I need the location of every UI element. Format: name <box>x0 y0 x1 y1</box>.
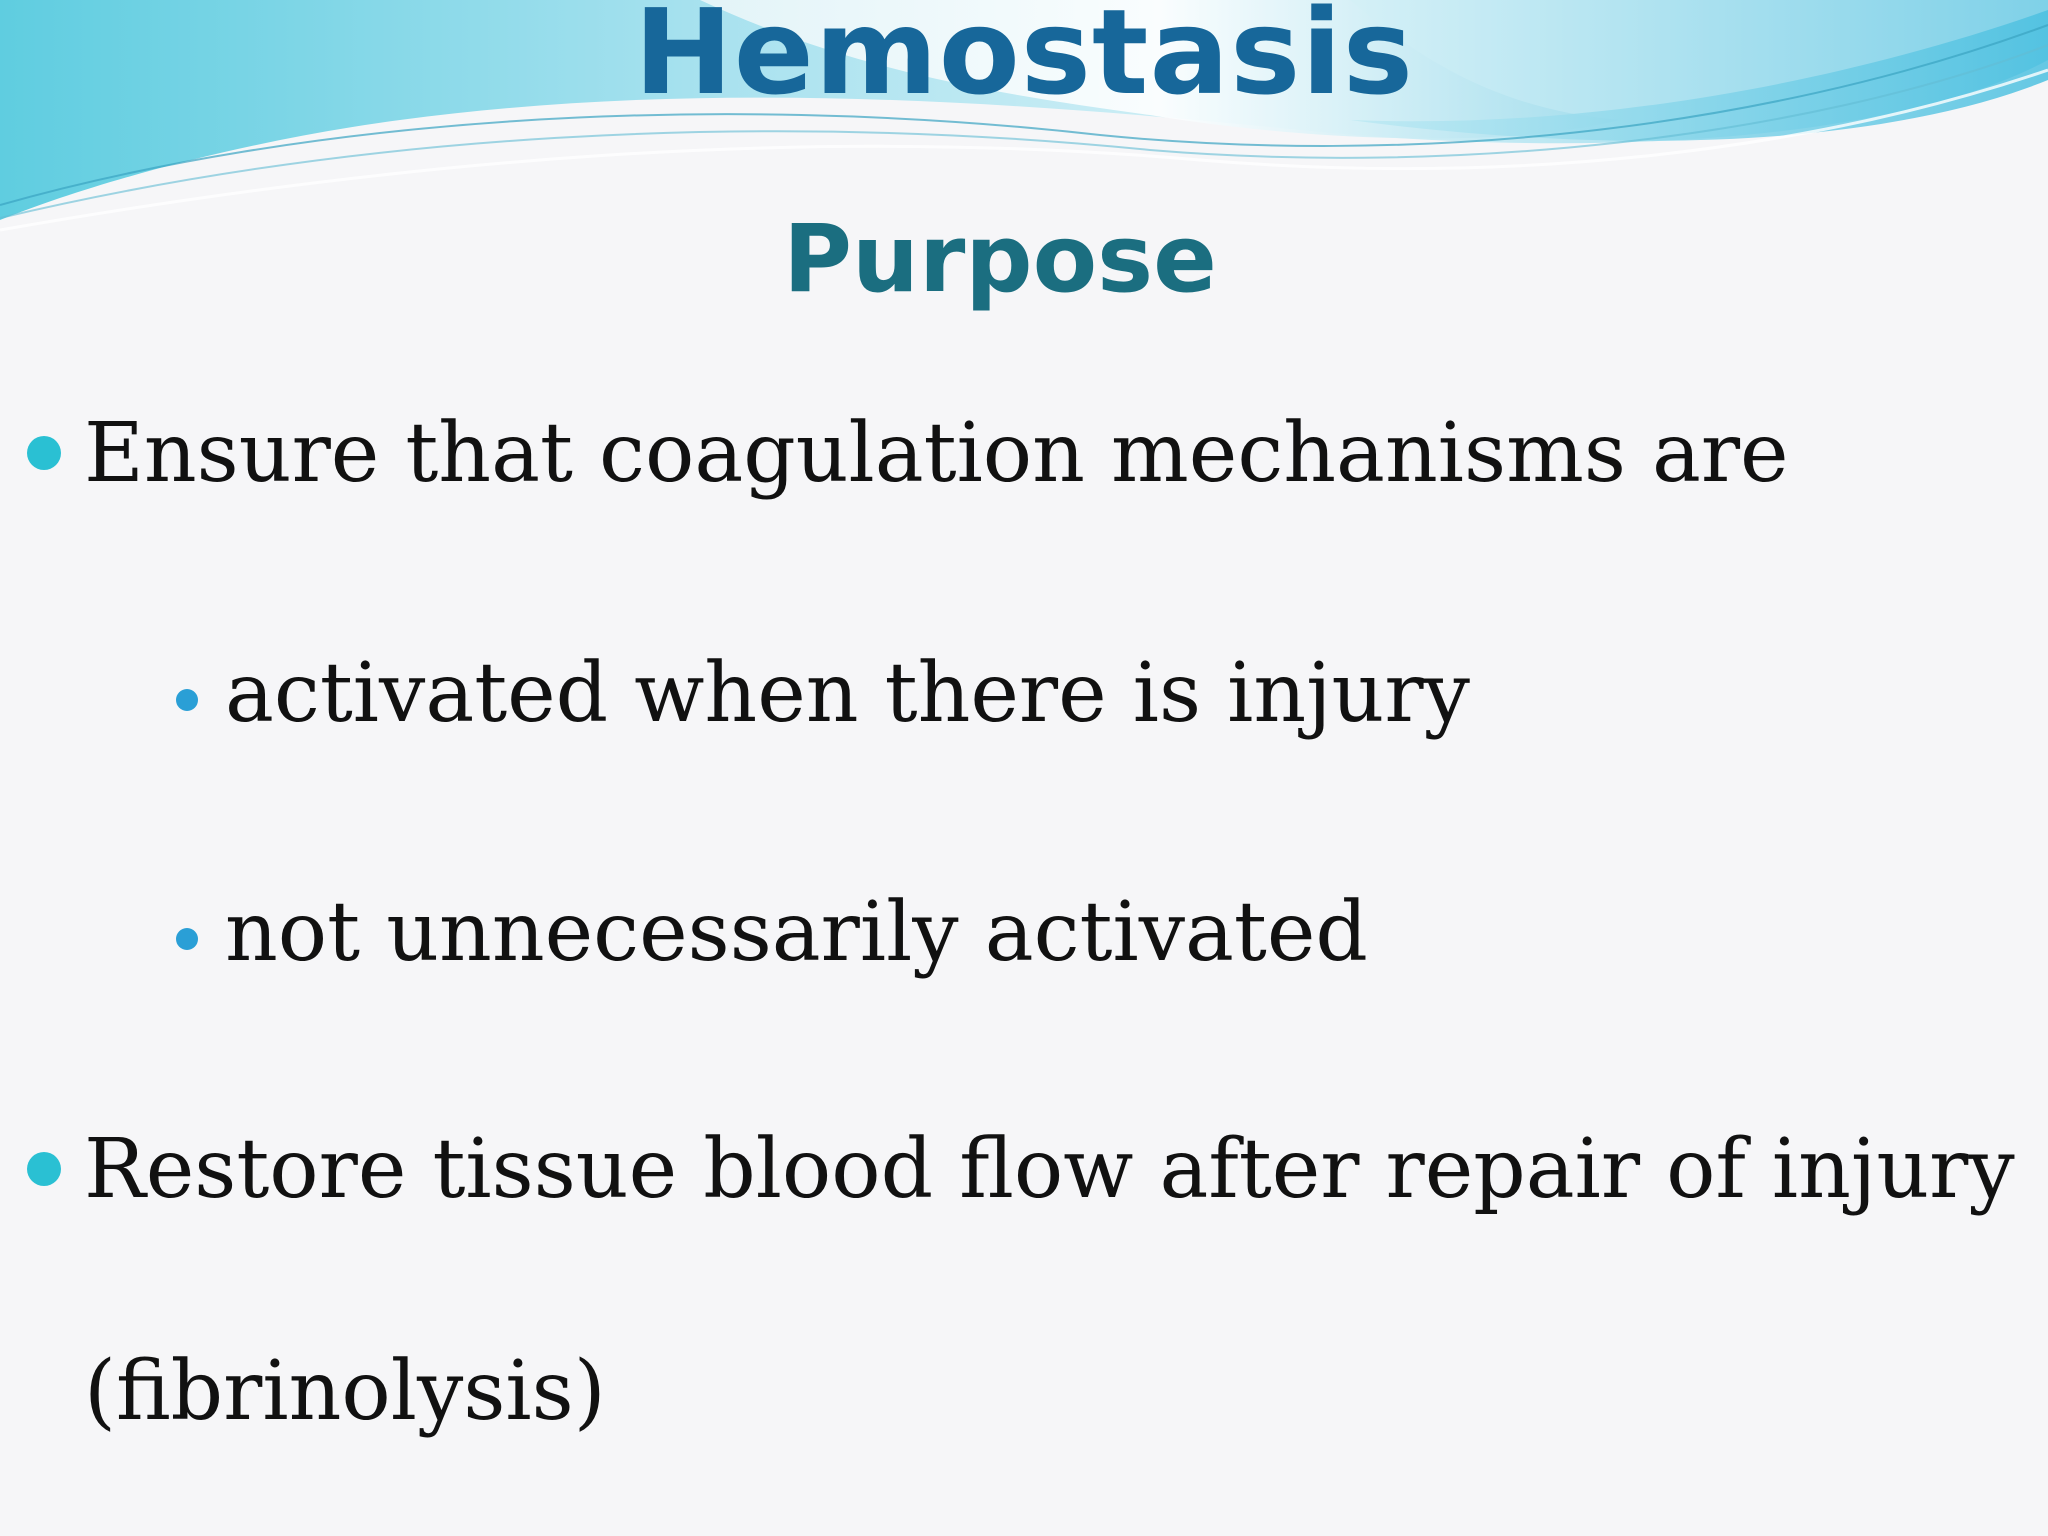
sub-bullet-dot-icon <box>176 928 198 950</box>
sub-bullet-text: activated when there is injury <box>225 646 1470 741</box>
sub-bullet-dot-icon <box>176 689 198 711</box>
bullet-text-continuation: (fibrinolysis) <box>84 1344 606 1439</box>
bullet-dot-icon <box>27 1152 61 1186</box>
bullet-text: Restore tissue blood flow after repair of injury <box>84 1122 2015 1217</box>
slide-title: Hemostasis <box>634 0 1414 121</box>
sub-bullet-text: not unnecessarily activated <box>225 885 1368 980</box>
bullet-text: Ensure that coagulation mechanisms are <box>84 406 1789 501</box>
slide-subtitle: Purpose <box>783 205 1217 314</box>
bullet-dot-icon <box>27 436 61 470</box>
